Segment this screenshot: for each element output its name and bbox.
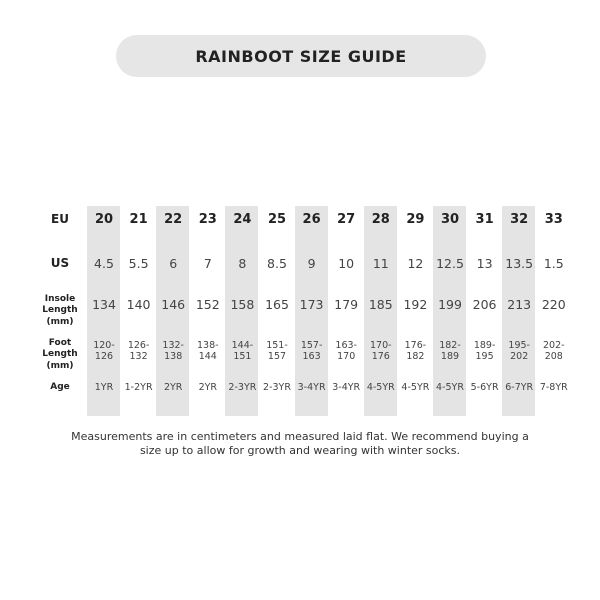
cell-age: 7-8YR	[539, 382, 568, 393]
cell-us: 10	[338, 256, 355, 271]
cell-insole: 179	[334, 297, 359, 312]
cell-us: 1.5	[543, 256, 564, 271]
cell-eu: 20	[94, 212, 114, 227]
row-label-age: Age	[50, 382, 70, 392]
cell-us: 12	[407, 256, 424, 271]
cell-us: 7	[203, 256, 212, 271]
cell-insole: 165	[265, 297, 289, 312]
cell-eu: 24	[233, 212, 252, 227]
cell-foot: 151- 157	[266, 340, 288, 363]
cell-us: 12.5	[436, 256, 464, 271]
cell-insole: 220	[541, 297, 566, 312]
cell-insole: 173	[299, 297, 324, 312]
cell-age: 1YR	[94, 382, 114, 393]
cell-foot: 189- 195	[473, 340, 496, 363]
cell-eu: 32	[510, 212, 529, 227]
cell-insole: 152	[195, 297, 220, 312]
cell-foot: 195- 202	[508, 340, 530, 363]
cell-us: 6	[169, 256, 178, 271]
cell-age: 3-4YR	[332, 382, 361, 393]
cell-insole: 146	[161, 297, 186, 312]
cell-us: 13.5	[505, 256, 534, 271]
cell-us: 8.5	[267, 256, 287, 271]
cell-foot: 120- 126	[93, 340, 115, 363]
cell-age: 4-5YR	[366, 382, 395, 393]
cell-age: 2YR	[198, 382, 218, 393]
cell-foot: 157- 163	[300, 340, 323, 363]
cell-age: 4-5YR	[436, 382, 464, 393]
cell-us: 13	[476, 256, 493, 271]
cell-foot: 138- 144	[197, 340, 219, 363]
row-label-foot: Foot Length (mm)	[42, 338, 78, 371]
cell-eu: 27	[337, 212, 356, 227]
cell-insole: 140	[126, 297, 151, 312]
cell-age: 2-3YR	[228, 382, 257, 393]
row-label-insole: Insole Length (mm)	[42, 294, 78, 327]
cell-us: 4.5	[94, 256, 114, 271]
cell-eu: 22	[164, 212, 183, 227]
cell-us: 8	[238, 256, 247, 271]
cell-age: 4-5YR	[401, 382, 430, 393]
cell-foot: 163- 170	[335, 340, 357, 363]
cell-eu: 29	[406, 212, 425, 227]
cell-insole: 213	[507, 297, 532, 312]
cell-insole: 199	[438, 297, 462, 312]
cell-age: 1-2YR	[124, 382, 153, 393]
cell-eu: 30	[440, 212, 460, 227]
cell-age: 6-7YR	[505, 382, 534, 393]
cell-foot: 132- 138	[162, 340, 184, 363]
cell-us: 9	[307, 256, 316, 271]
cell-eu: 26	[302, 212, 321, 227]
cell-eu: 25	[267, 212, 287, 227]
cell-foot: 126- 132	[127, 340, 150, 363]
row-label-us: US	[50, 256, 70, 270]
cell-insole: 185	[368, 297, 393, 312]
cell-insole: 158	[230, 297, 255, 312]
cell-eu: 33	[544, 212, 563, 227]
cell-eu: 21	[129, 212, 148, 227]
cell-us: 11	[372, 256, 389, 271]
cell-foot: 170- 176	[370, 340, 392, 363]
measurement-note: Measurements are in centimeters and measured laid flat. We recommend buying a size up to allow for growth and wearing with winter socks.	[71, 430, 529, 457]
cell-age: 5-6YR	[470, 382, 499, 393]
page-title: RAINBOOT SIZE GUIDE	[116, 35, 486, 77]
cell-foot: 176- 182	[404, 340, 427, 363]
cell-insole: 192	[403, 297, 428, 312]
cell-foot: 144- 151	[231, 340, 254, 363]
cell-eu: 23	[198, 212, 217, 227]
cell-us: 5.5	[128, 256, 149, 271]
cell-age: 2YR	[163, 382, 183, 393]
cell-foot: 202- 208	[543, 340, 565, 363]
cell-eu: 31	[475, 212, 494, 227]
cell-age: 2-3YR	[263, 382, 291, 393]
cell-insole: 134	[92, 297, 116, 312]
cell-insole: 206	[472, 297, 497, 312]
cell-age: 3-4YR	[297, 382, 326, 393]
cell-foot: 182- 189	[439, 340, 461, 363]
cell-eu: 28	[371, 212, 390, 227]
row-label-eu: EU	[51, 212, 69, 226]
